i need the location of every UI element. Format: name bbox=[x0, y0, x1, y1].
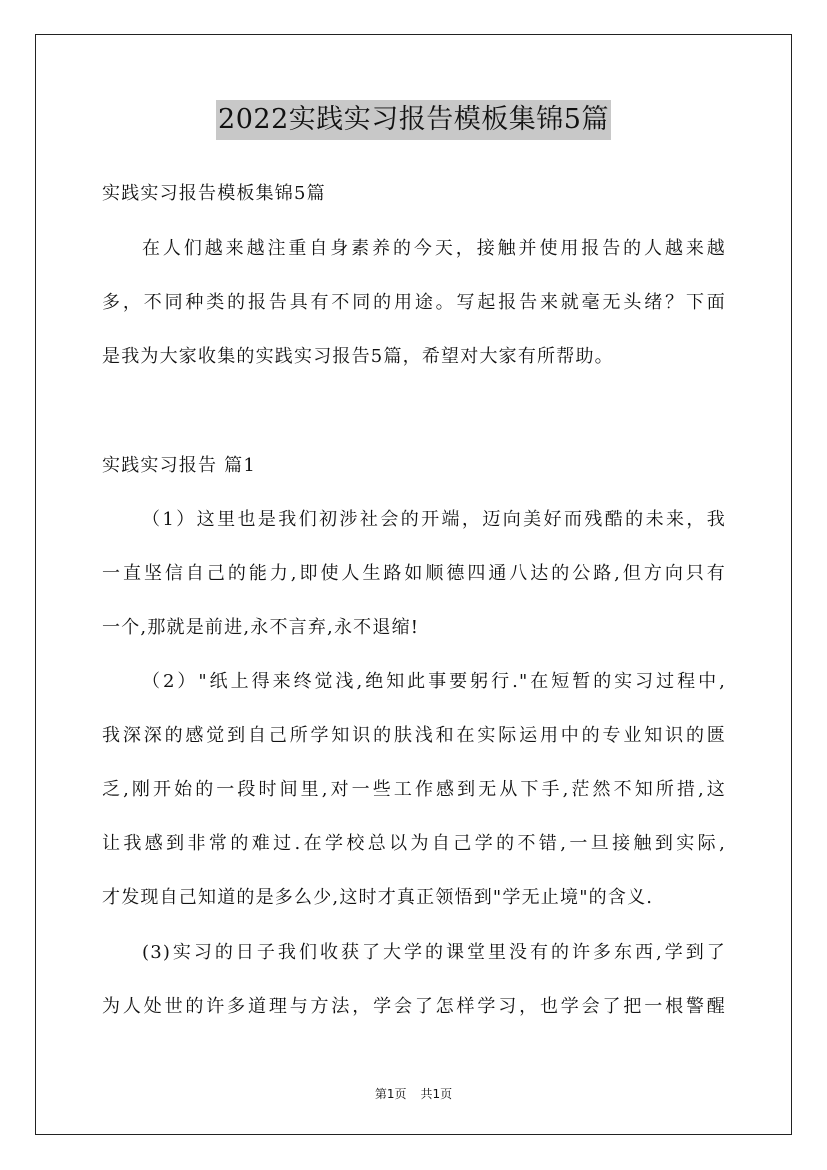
paragraph1-line-1: （1）这里也是我们初涉社会的开端，迈向美好而残酷的未来，我 bbox=[142, 509, 726, 530]
intro-line-3: 是我为大家收集的实践实习报告5篇，希望对大家有所帮助。 bbox=[102, 346, 614, 367]
document-subtitle: 实践实习报告模板集锦5篇 bbox=[102, 183, 326, 204]
footer-total-pages: 共1页 bbox=[420, 1087, 453, 1101]
paragraph2-line-4: 让我感到非常的难过.在学校总以为自己学的不错,一旦接触到实际, bbox=[102, 833, 726, 854]
paragraph2-line-3: 乏,刚开始的一段时间里,对一些工作感到无从下手,茫然不知所措,这 bbox=[102, 779, 726, 800]
paragraph3-line-2: 为人处世的许多道理与方法，学会了怎样学习，也学会了把一根警醒 bbox=[102, 996, 726, 1017]
paragraph1-line-3: 一个,那就是前进,永不言弃,永不退缩! bbox=[102, 617, 420, 638]
intro-line-2: 多，不同种类的报告具有不同的用途。写起报告来就毫无头绪？下面 bbox=[102, 292, 726, 313]
paragraph2-line-1: （2）"纸上得来终觉浅,绝知此事要躬行."在短暂的实习过程中, bbox=[142, 671, 726, 692]
paragraph1-line-2: 一直坚信自己的能力,即使人生路如顺德四通八达的公路,但方向只有 bbox=[102, 563, 726, 584]
paragraph2-line-2: 我深深的感觉到自己所学知识的肤浅和在实际运用中的专业知识的匮 bbox=[102, 725, 726, 746]
title-container bbox=[0, 100, 827, 140]
paragraph2-line-5: 才发现自己知道的是多么少,这时才真正领悟到"学无止境"的含义. bbox=[102, 887, 654, 908]
paragraph3-line-1: (3)实习的日子我们收获了大学的课堂里没有的许多东西,学到了 bbox=[142, 942, 726, 963]
intro-line-1: 在人们越来越注重自身素养的今天，接触并使用报告的人越来越 bbox=[142, 238, 726, 259]
section-heading: 实践实习报告 篇1 bbox=[102, 455, 256, 476]
document-title: 2022实践实习报告模板集锦5篇 bbox=[216, 100, 611, 140]
footer-page-number: 第1页 bbox=[374, 1087, 407, 1101]
page-footer bbox=[0, 1085, 827, 1102]
